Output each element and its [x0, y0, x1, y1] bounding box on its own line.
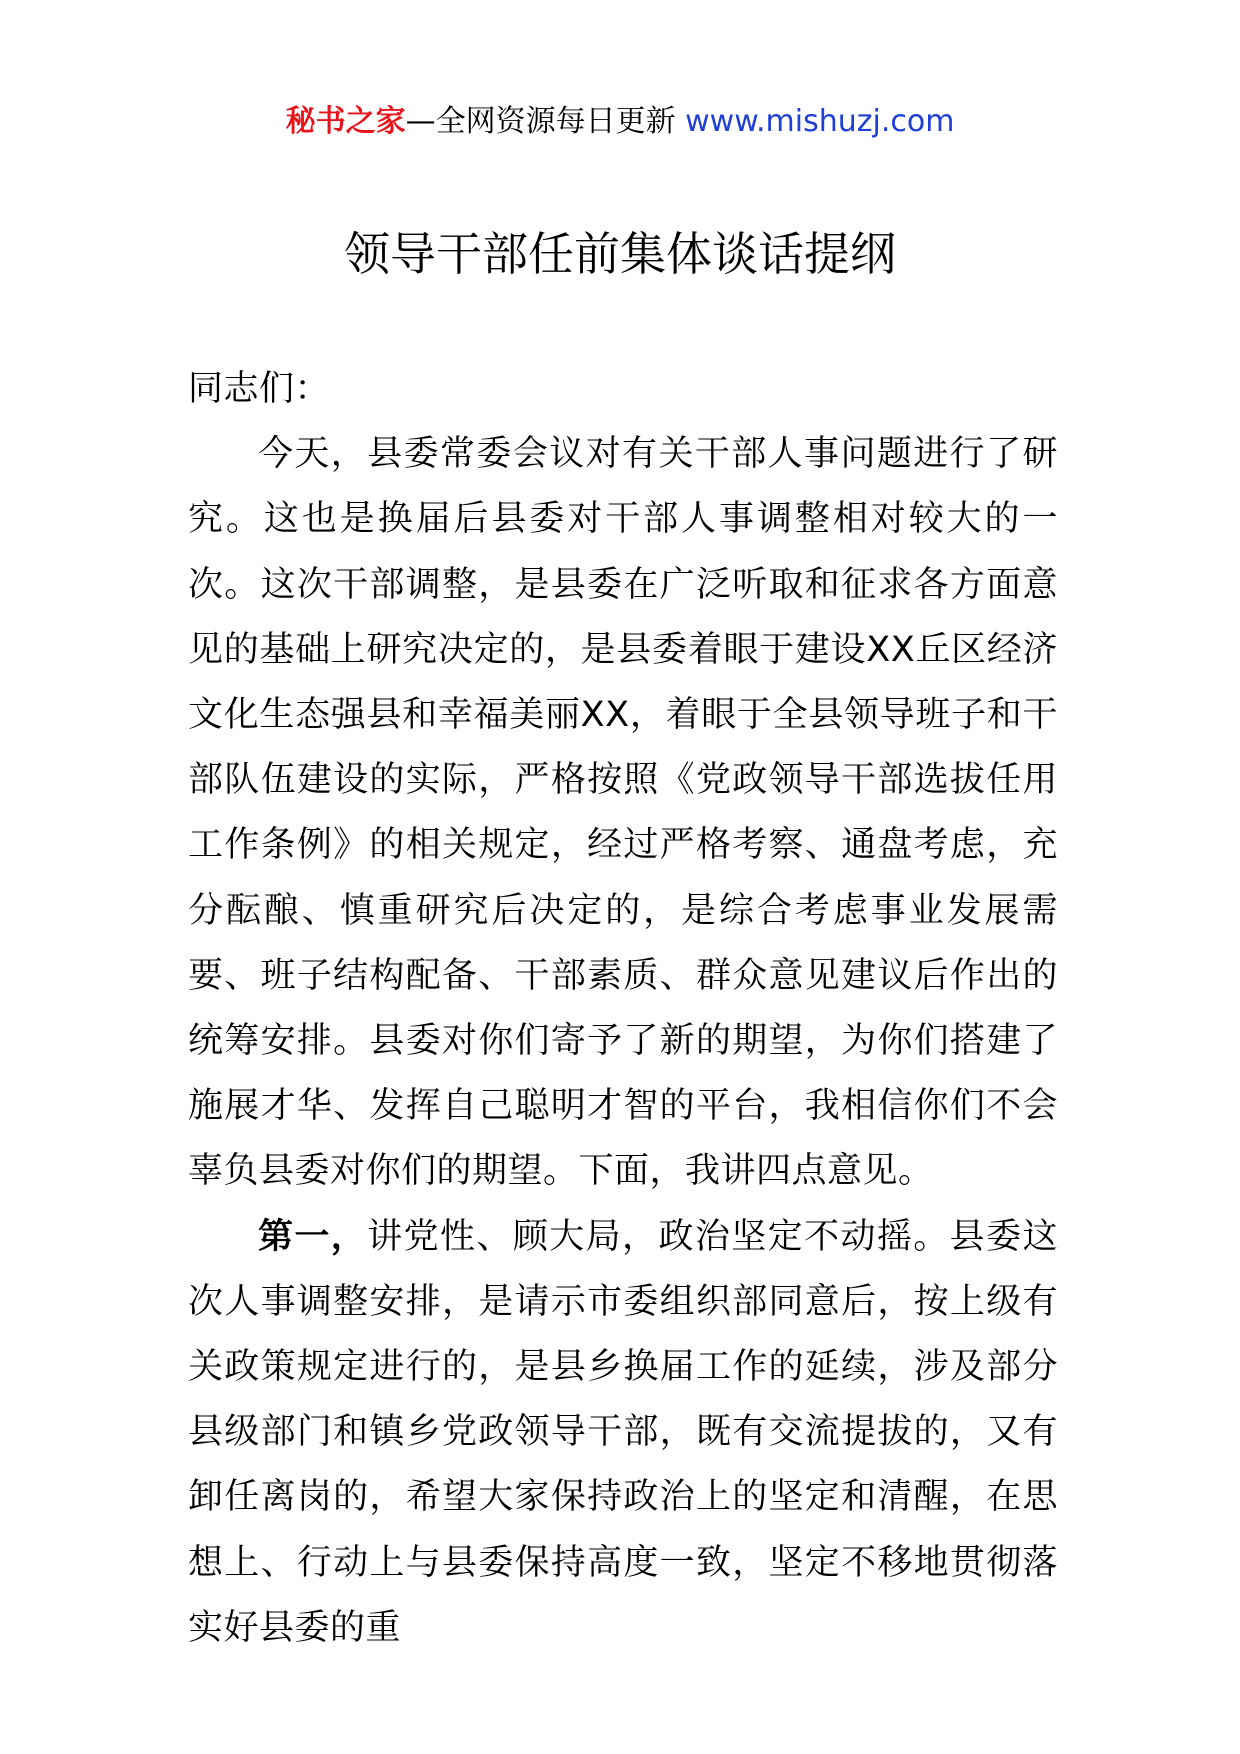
document-title: 领导干部任前集体谈话提纲: [344, 227, 896, 281]
point-heading: 讲党性、顾大局，: [367, 1216, 659, 1257]
point-number: 第一，: [258, 1216, 368, 1257]
site-url-link[interactable]: www.mishuzj.com: [685, 104, 955, 139]
salutation: 同志们：: [188, 369, 331, 409]
paragraph-intro: 今天，县委常委会议对有关干部人事问题进行了研究。这也是换届后县委对干部人事调整相对较大的一次。这次干部调整，是县委在广泛听取和征求各方面意见的基础上研究决定的，是县委着眼于建设XX丘区经济文化生态强县和幸福美丽XX，着眼于全县领导班子和干部队伍建设的实际，严格按照《党政领导干部选拔任用工作条例》的相关规定，经过严格考察、通盘考虑，充分酝酿、慎重研究后决定的，是综合考虑事业发展需要、班子结构配备、干部素质、群众意见建议后作出的统筹安排。县委对你们寄予了新的期望，为你们搭建了施展才华、发挥自己聪明才智的平台，我相信你们不会辜负县委对你们的期望。下面，我讲四点意见。: [188, 434, 1058, 1192]
document-body: [188, 357, 1058, 1661]
point-body: 政治坚定不动摇。县委这次人事调整安排，是请示市委组织部同意后，按上级有关政策规定进行的，是县乡换届工作的延续，涉及部分县级部门和镇乡党政领导干部，既有交流提拔的，又有卸任离岗的，希望大家保持政治上的坚定和清醒，在思想上、行动上与县委保持高度一致，坚定不移地贯彻落实好县委的重: [188, 1216, 1058, 1648]
site-header: [0, 100, 1240, 144]
site-slogan: —全网资源每日更新: [405, 104, 676, 139]
site-brand: 秘书之家: [285, 104, 406, 139]
paragraph-first-point: [188, 1205, 1058, 1661]
